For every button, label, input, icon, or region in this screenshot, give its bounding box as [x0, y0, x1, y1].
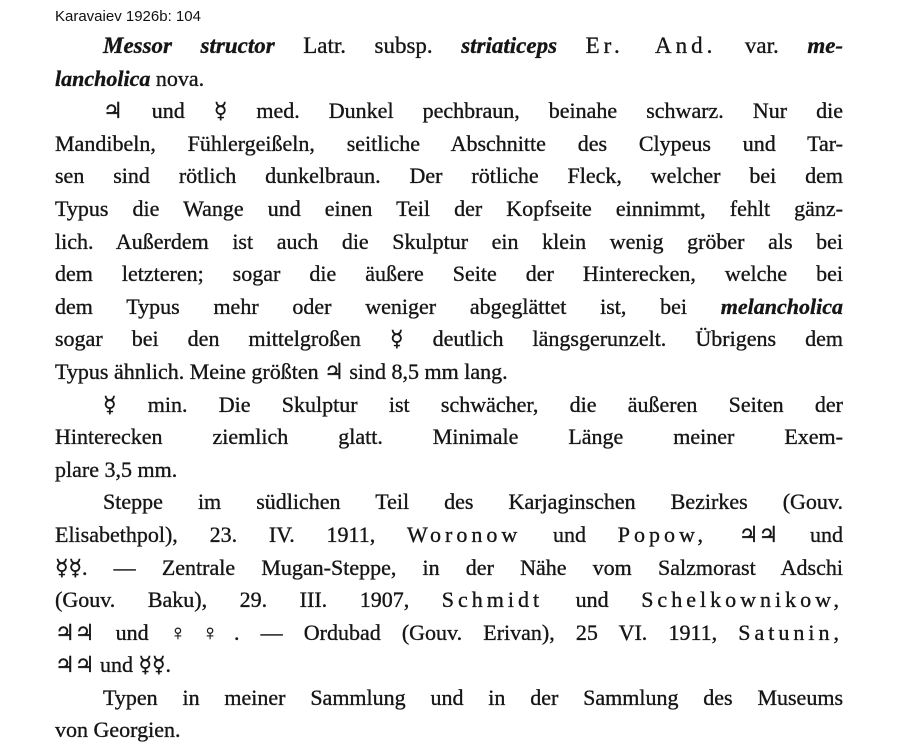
text-line: ♃♃ und ☿☿. [55, 652, 171, 678]
text-line: lich. Außerdem ist auch die Skulptur ein klein wenig gröber als bei [55, 228, 843, 254]
text-line: plare 3,5 mm. [55, 456, 178, 482]
text-line [55, 617, 843, 650]
text-segment: Elisabethpol), 23. IV. 1911, [55, 521, 376, 547]
text-line: Steppe im südlichen Teil des Karjaginschen Bezirkes (Gouv. [103, 489, 843, 515]
text-segment: dem Typus mehr oder weniger abgeglättet ist, bei [55, 293, 688, 319]
variety-name-part1: me- [807, 33, 844, 58]
collector-name: Popow, [617, 521, 707, 547]
text-segment: und [575, 587, 609, 613]
text-line: dem letzteren; sogar die äußere Seite der Hinterecken, welche bei [55, 261, 843, 287]
species-title-line [55, 30, 843, 63]
source-label: Karavaiev 1926b: 104 [55, 8, 201, 25]
nova-label: nova. [155, 65, 205, 91]
collector-name: Schmidt [441, 587, 544, 613]
variety-name-inline: melancholica [720, 293, 844, 319]
species-title-line [55, 63, 843, 96]
variety-name-part2: lancholica [55, 65, 151, 91]
subspecies-name: striaticeps [461, 33, 558, 58]
text-segment: (Gouv. Baku), 29. III. 1907, [55, 587, 410, 613]
text-segment: ♃♃ und [738, 521, 843, 547]
text-line [55, 584, 843, 617]
collector-name: Woronow [407, 521, 522, 547]
document-body [55, 30, 843, 747]
author-text: Latr. subsp. [303, 33, 433, 58]
text-line: Hinterecken ziemlich glatt. Minimale Länge meiner Exem- [55, 424, 843, 450]
text-line: von Georgien. [55, 717, 181, 743]
text-line: sen sind rötlich dunkelbraun. Der rötliche Fleck, welcher bei dem [55, 163, 843, 189]
text-line: ♃ und ☿ med. Dunkel pechbraun, beinahe schwarz. Nur die [103, 98, 843, 124]
text-line [55, 291, 843, 324]
collector-name: Schelkownikow, [641, 587, 844, 613]
text-line: Mandibeln, Fühlergeißeln, seitliche Abschnitte des Clypeus und Tar- [55, 130, 843, 156]
author-names: Er. And. [585, 33, 717, 58]
species-name: Messor structor [103, 33, 275, 58]
text-segment: ♃♃ und ♀♀. — Ordubad (Gouv. Erivan), 25 VI. 1911, [55, 619, 718, 645]
text-segment: und [553, 521, 586, 547]
text-line: sogar bei den mittelgroßen ☿ deutlich längsgerunzelt. Übrigens dem [55, 326, 843, 352]
text-line: ☿ min. Die Skulptur ist schwächer, die äußeren Seiten der [103, 391, 843, 417]
var-word: var. [744, 33, 779, 58]
collector-name: Satunin, [738, 619, 843, 645]
text-line [55, 519, 843, 552]
text-line: Typen in meiner Sammlung und in der Sammlung des Museums [103, 684, 843, 710]
text-line: Typus ähnlich. Meine größten ♃ sind 8,5 mm lang. [55, 358, 508, 384]
text-line: Typus die Wange und einen Teil der Kopfseite einnimmt, fehlt gänz- [55, 195, 843, 221]
text-line: ☿☿. — Zentrale Mugan-Steppe, in der Nähe vom Salzmorast Adschi [55, 554, 843, 580]
